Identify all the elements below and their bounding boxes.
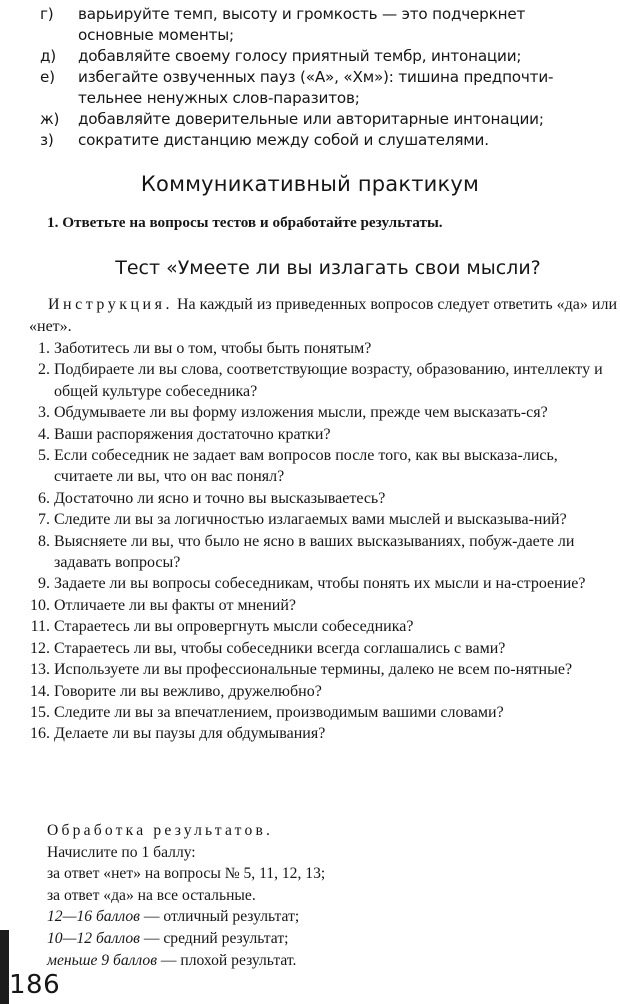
question-number: 10. [30,596,50,614]
list-marker: ж) [40,110,60,128]
question-text: Следите ли вы за впечатлением, производимым вашими словами? [54,703,504,721]
question-number: 9. [38,575,50,593]
results-heading: Обработка результатов. [47,822,274,839]
question-number: 2. [38,361,50,379]
question-item [22,531,618,574]
question-item [22,723,618,744]
question-item [22,338,618,359]
results-block [47,820,547,971]
question-number: 7. [38,511,50,529]
list-marker: з) [40,131,54,149]
question-item [22,359,618,402]
question-item [22,659,618,680]
question-text: Задаете ли вы вопросы собеседникам, чтобы понять их мысли и на-строение? [54,575,586,593]
section-title: Коммуникативный практикум [140,172,480,196]
question-text: Используете ли вы профессиональные термины, далеко не всем по-нятные? [54,661,573,679]
list-item-line: добавляйте своему голосу приятный тембр, интонации; [78,47,522,65]
question-number: 15. [30,703,50,721]
question-number: 5. [38,447,50,465]
question-number: 8. [38,532,50,550]
page-number: 186 [9,970,61,1000]
list-item-line: тельнее ненужных слов-паразитов; [78,89,360,107]
question-text: Стараетесь ли вы, чтобы собеседники всегда соглашались с вами? [54,639,506,657]
question-text: Выясняете ли вы, что было не ясно в ваших высказываниях, побуж-даете ли задавать вопросы? [54,532,575,572]
question-item [22,573,618,594]
question-number: 13. [30,661,50,679]
question-text: Достаточно ли ясно и точно вы высказываетесь? [54,489,386,507]
question-text: Стараетесь ли вы опровергнуть мысли собеседника? [54,618,414,636]
question-text: Ваши распоряжения достаточно кратки? [54,425,331,443]
score-range: 12—16 баллов [47,908,140,926]
list-item [40,130,596,151]
question-text: Отличаете ли вы факты от мнений? [54,596,297,614]
list-item [40,109,596,130]
list-marker: г) [40,5,54,23]
list-item [40,46,596,67]
score-range: меньше 9 баллов [47,951,157,969]
results-line: за ответ «нет» на вопросы № 5, 11, 12, 13; [47,865,326,883]
questions-list [22,338,618,745]
list-marker: д) [40,47,57,65]
question-text: Делаете ли вы паузы для обдумывания? [54,725,326,743]
page-edge-bar [0,930,9,1004]
score-line [47,950,547,972]
question-item [22,638,618,659]
question-text: Подбираете ли вы слова, соответствующие возрасту, образованию, интеллекту и общей культуре собеседника? [54,361,603,400]
recommendations-list [40,4,596,151]
question-number: 12. [30,639,50,657]
question-number: 3. [38,404,50,422]
question-text: Обдумываете ли вы форму изложения мысли, прежде чем высказать-ся? [54,404,548,422]
score-label: — отличный результат; [143,908,300,926]
list-marker: е) [40,68,55,86]
question-number: 4. [38,425,50,443]
results-line: Начислите по 1 баллу: [47,843,196,861]
list-item-line: добавляйте доверительные или авторитарные интонации; [78,110,544,128]
question-item [22,595,618,616]
instruction-paragraph [29,294,617,337]
question-text: Если собеседник не задает вам вопросов после того, как вы высказа-лись, считаете ли вы, что он вас понял? [54,447,558,486]
question-number: 1. [38,340,50,357]
question-number: 11. [30,618,50,636]
question-item [22,424,618,445]
question-item [22,445,618,488]
question-item [22,702,618,723]
task-heading: 1. Ответьте на вопросы тестов и обработайте результаты. [47,214,443,231]
question-item [22,509,618,530]
question-number: 6. [38,489,50,507]
question-text: Говорите ли вы вежливо, дружелюбно? [54,682,322,700]
list-item [40,67,596,109]
question-number: 16. [30,725,50,743]
score-line [47,928,547,950]
score-range: 10—12 баллов [47,929,140,947]
test-title: Тест «Умеете ли вы излагать свои мысли? [115,257,541,279]
score-line [47,906,547,928]
results-line: за ответ «да» на все остальные. [47,886,256,904]
instruction-label: Инструкция. [48,296,173,313]
question-item [22,488,618,509]
list-item-line: варьируйте темп, высоту и громкость — это подчеркнет [78,5,526,23]
list-item-line: избегайте озвученных пауз («А», «Хм»): тишина предпочти- [78,68,554,86]
question-text: Следите ли вы за логичностью излагаемых вами мыслей и высказыва-ний? [54,511,567,529]
list-item-line: сократите дистанцию между собой и слушателями. [78,131,489,149]
instruction-text: На каждый из приведенных вопросов следует ответить «да» или «нет». [29,296,618,335]
score-label: — средний результат; [143,929,289,947]
score-label: — плохой результат. [160,951,297,969]
question-item [22,681,618,702]
list-item [40,4,596,46]
question-item [22,616,618,637]
question-text: Заботитесь ли вы о том, чтобы быть понятым? [54,340,372,357]
question-number: 14. [30,682,50,700]
list-item-line: основные моменты; [78,26,234,44]
question-item [22,402,618,423]
